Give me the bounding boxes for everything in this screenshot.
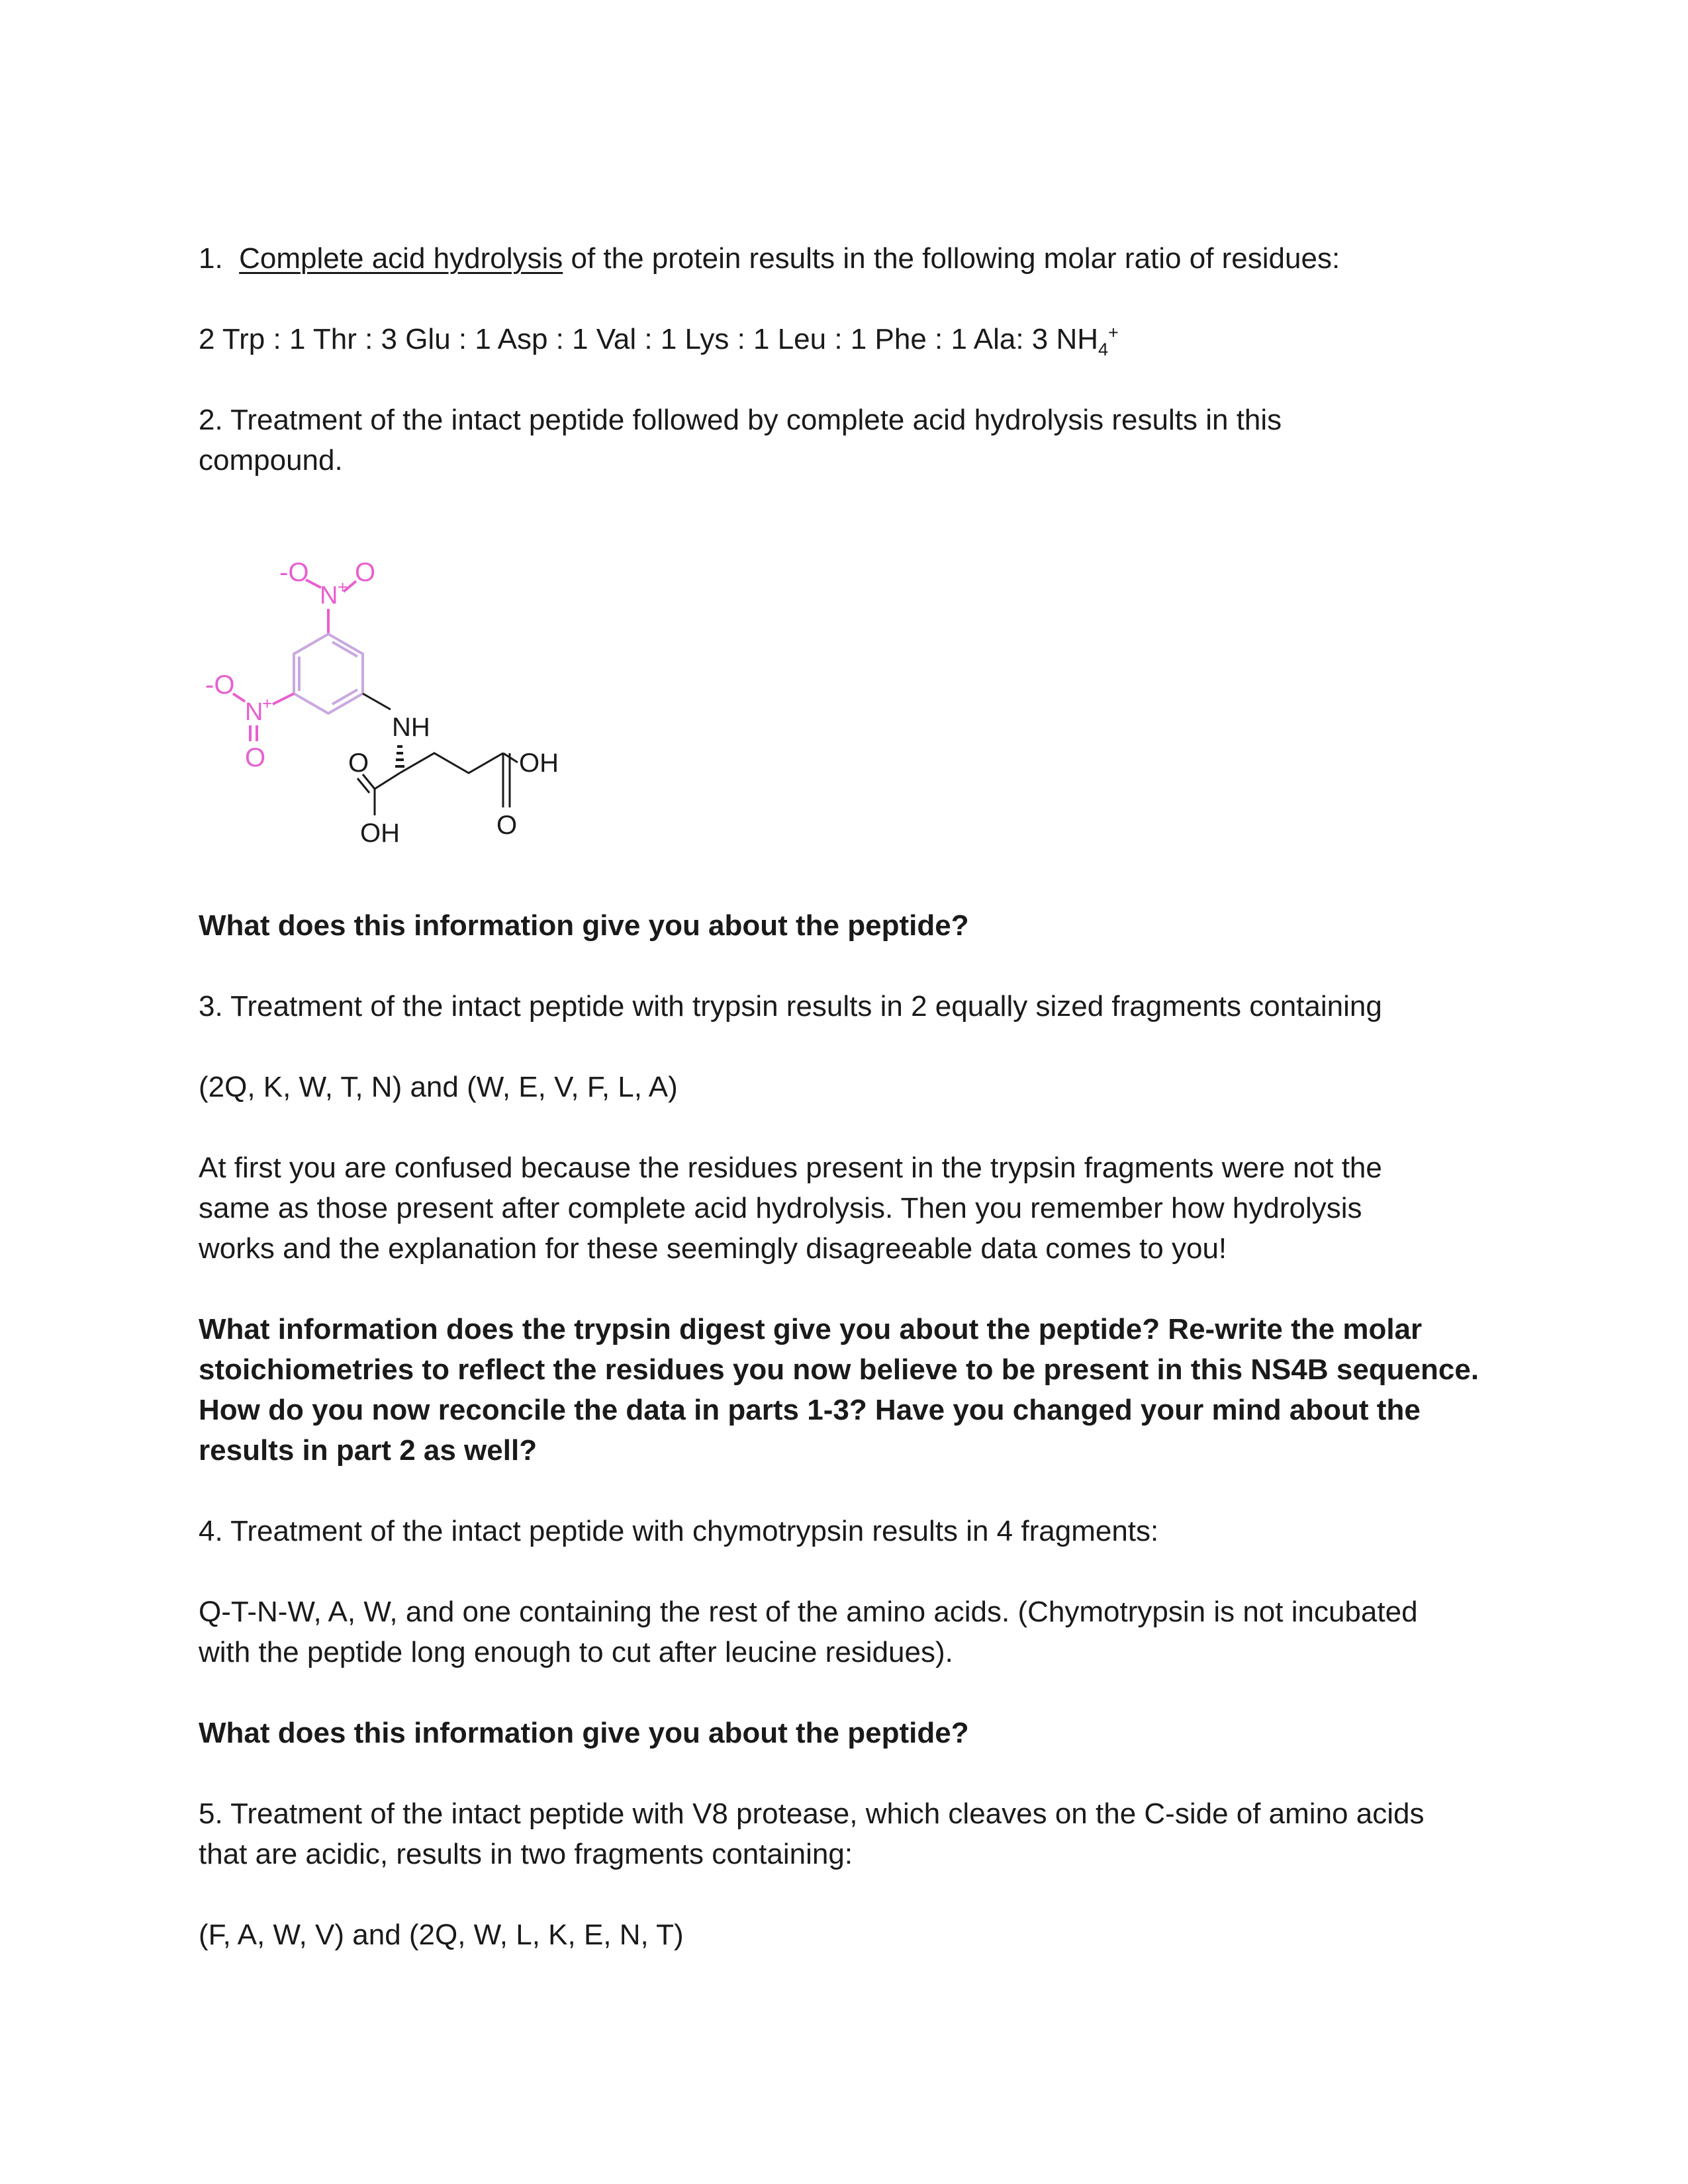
q3-question: What information does the trypsin digest give you about the peptide? Re-write the molar stoichiometries to reflect the residues you now believe to be present in this NS4B sequence. How do you now reconcile the data in parts 1-3? Have you changed your mind about the results in part 2 as well? xyxy=(199,1313,1479,1467)
nitro-left-plus: + xyxy=(262,694,273,713)
hashed-wedge-bond xyxy=(395,747,404,766)
q3-paragraph: At first you are confused because the residues present in the trypsin fragments were not the same as those present after complete acid hydrolysis. Then you remember how hydrolysis works and the explanation for these seemingly disagreeable data comes to you! xyxy=(199,1152,1382,1265)
q5-statement: 5. Treatment of the intact peptide with V8 protease, which cleaves on the C-side of amino acids that are acidic, results in two fragments containing: xyxy=(199,1797,1425,1870)
complete-acid-hydrolysis-link[interactable]: Complete acid hydrolysis xyxy=(239,242,563,275)
nitro-left-o: O xyxy=(245,743,266,772)
nitro-top-n: N xyxy=(320,582,338,610)
q3-fragments: (2Q, K, W, T, N) and (W, E, V, F, L, A) xyxy=(199,1071,678,1103)
q4-fragments: Q-T-N-W, A, W, and one containing the rest of the amino acids. (Chymotrypsin is not incubated with the peptide long enough to cut after leucine residues). xyxy=(199,1596,1418,1668)
nitro-group-left xyxy=(205,670,294,772)
nitro-top-o-minus: -O xyxy=(279,558,309,587)
q5-fragments: (F, A, W, V) and (2Q, W, L, K, E, N, T) xyxy=(199,1919,684,1951)
nitro-top-plus: + xyxy=(338,577,348,597)
carbonyl-o-left: O xyxy=(348,749,369,778)
carboxyl-oh-right: OH xyxy=(519,749,559,778)
amine-nh-label: NH xyxy=(392,713,430,742)
nitro-left-o-minus: -O xyxy=(205,670,235,700)
benzene-ring xyxy=(294,634,363,713)
q3-intro: 3. Treatment of the intact peptide with trypsin results in 2 equally sized fragments containing xyxy=(199,990,1382,1023)
nitro-top-o: O xyxy=(355,558,376,587)
nitro-group-top xyxy=(279,558,375,634)
carbon-skeleton xyxy=(357,753,518,815)
q2-question: What does this information give you about the peptide? xyxy=(199,909,969,942)
q1-statement: 1. Complete acid hydrolysis of the protein results in the following molar ratio of residues: xyxy=(199,242,1340,275)
carboxyl-oh-bottom: OH xyxy=(360,819,400,848)
carbonyl-o-bottom-right: O xyxy=(496,811,518,840)
dnp-glutamate-structure xyxy=(192,543,642,860)
q4-question: What does this information give you about the peptide? xyxy=(199,1717,969,1749)
nitro-left-n: N xyxy=(245,698,263,726)
q2-statement: 2. Treatment of the intact peptide followed by complete acid hydrolysis results in this compound. xyxy=(199,404,1282,477)
q4-intro: 4. Treatment of the intact peptide with chymotrypsin results in 4 fragments: xyxy=(199,1515,1159,1547)
q1-ratio: 2 Trp : 1 Thr : 3 Glu : 1 Asp : 1 Val : 1 Lys : 1 Leu : 1 Phe : 1 Ala: 3 $NH_4^+$ xyxy=(199,322,1119,359)
